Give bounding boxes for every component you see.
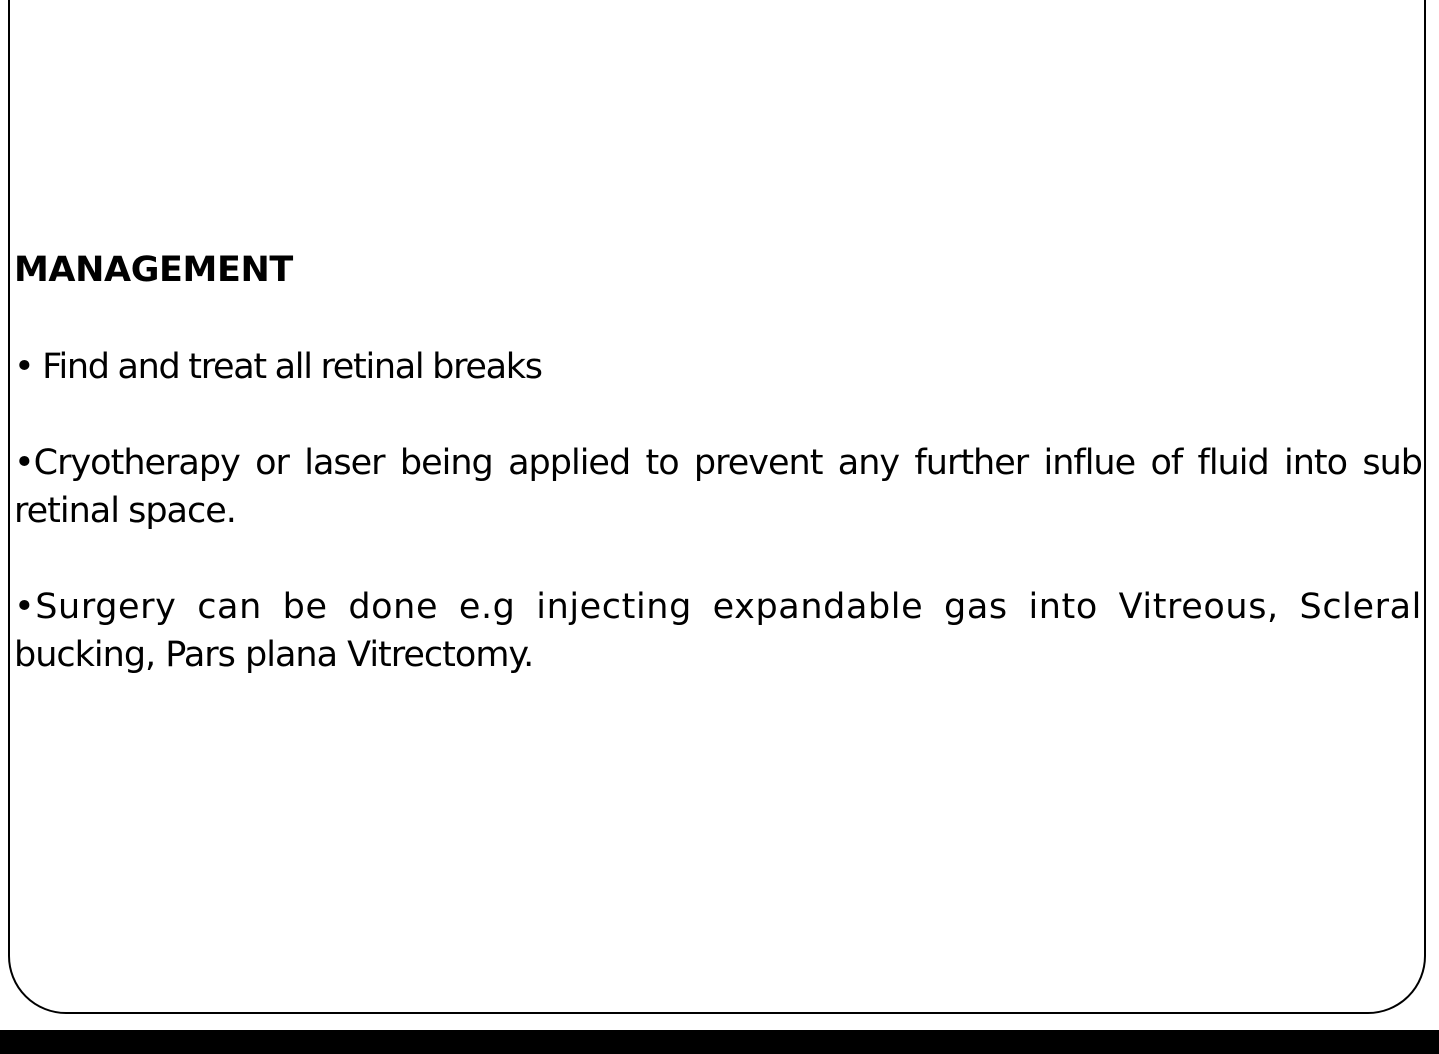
bullet-surgery-line-2: bucking, Pars plana Vitrectomy. xyxy=(14,635,534,675)
bottom-bar xyxy=(0,1030,1439,1054)
bullet-cryotherapy: •Cryotherapy or laser being applied to prevent any further influe of fluid into sub retinal space. xyxy=(14,443,1422,531)
slide-content xyxy=(14,248,1422,679)
bullet-surgery-line-1: •Surgery can be done e.g injecting expandable gas into Vitreous, Scleral xyxy=(14,587,1422,627)
slide-heading: MANAGEMENT xyxy=(14,250,293,290)
bullet-find-breaks: • Find and treat all retinal breaks xyxy=(14,347,542,387)
bullet-surgery xyxy=(14,583,1422,679)
